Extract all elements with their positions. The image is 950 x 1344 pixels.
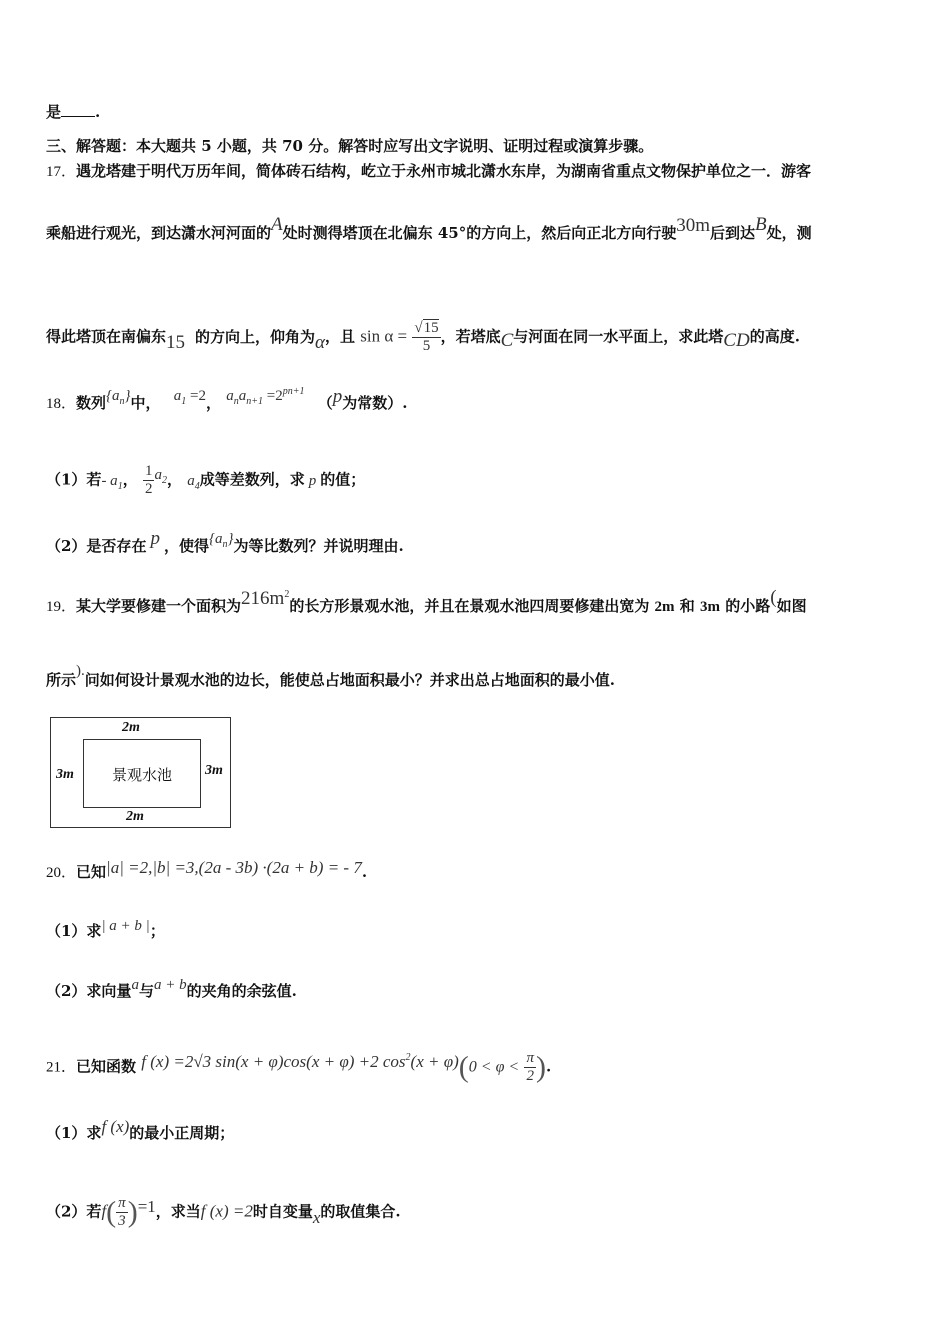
section-heading: 三、解答题：本大题共 5 小题，共 70 分。解答时应写出文字说明、证明过程或演算步骤。: [46, 137, 654, 155]
label-right: 3m: [205, 763, 223, 778]
pool-rect: [83, 739, 201, 808]
point-a: A: [271, 214, 283, 235]
point-c: C: [500, 329, 514, 351]
label-top: 2m: [122, 720, 140, 735]
q19-line2: 所示).问如何设计景观水池的边长，能使总占地面积最小？并求出总占地面积的最小值.: [46, 663, 615, 689]
prev-question-tail: 是 .: [46, 103, 101, 121]
q18-part2: （2）是否存在 p ，使得$\{a_n\}$为等比数列？并说明理由.: [46, 528, 404, 555]
sin-fraction: $\frac{√15}{5}$: [414, 320, 439, 354]
alpha: α: [315, 331, 326, 353]
q18-line1: 18．数列$\{a_n\}$中， $a_1 =2$， $a_na_{n+1} =2^{pn+1}$ （p为常数）.: [46, 386, 408, 412]
q21-part2: （2）若f( $\frac{\pi}{3}$ )=1，求当f (x) =2时自变量x的取值集合.: [46, 1195, 401, 1229]
q19-line1: 19．某大学要修建一个面积为$216m^2$的长方形景观水池，并且在景观水池四周要修建出宽为 2m 和 3m 的小路(如图: [46, 587, 807, 615]
q20-condition: |a| =2,|b| =3,(2a - 3b) ·(2a + b) = - 7: [106, 858, 362, 877]
label-left: 3m: [56, 767, 74, 782]
answer-blank: [61, 102, 95, 117]
q20-line: 20．已知|a| =2,|b| =3,(2a - 3b) ·(2a + b) = - 7.: [46, 858, 368, 881]
pool-figure: [50, 717, 231, 828]
q21-part1: （1）求f (x)的最小正周期；: [46, 1117, 235, 1142]
distance: 30m: [676, 215, 711, 236]
q17-line1: 17．遇龙塔建于明代万历年间，简体砖石结构，屹立于永州市城北潇水东岸，为湖南省重点文物保护单位之一．游客: [46, 162, 812, 180]
q18-part1: （1）若- $a_1$， $\frac{1}{2}$ $a_2$， $a_4$成等差数列，求 p 的值；: [46, 463, 366, 497]
q17-line2: 乘船进行观光，到达潇水河河面的A处时测得塔顶在北偏东 45°的方向上，然后向正北方向行驶30m后到达B处，测: [46, 214, 812, 242]
label-bottom: 2m: [126, 809, 144, 824]
q17-line3: 得此塔顶在南偏东15 的方向上，仰角为α，且 sin α = $\frac{√15}{5}$ ，若塔底C与河面在同一水平面上，求此塔CD的高度.: [46, 320, 800, 354]
point-b: B: [755, 214, 767, 235]
segment-cd: CD: [723, 329, 750, 351]
q20-part2: （2）求向量a与a + b的夹角的余弦值.: [46, 977, 297, 1000]
q20-part1: （1）求| a + b |；: [46, 918, 165, 940]
q21-line: 21．已知函数 f (x) =2√3 sin(x + φ)cos(x + φ) +2 $\cos^2(x + \varphi)(0 < \varphi$ < $\frac{\pi}{2}$ ).: [46, 1050, 552, 1084]
pool-label: 景观水池: [111, 766, 172, 784]
angle-15: 15: [166, 331, 186, 353]
